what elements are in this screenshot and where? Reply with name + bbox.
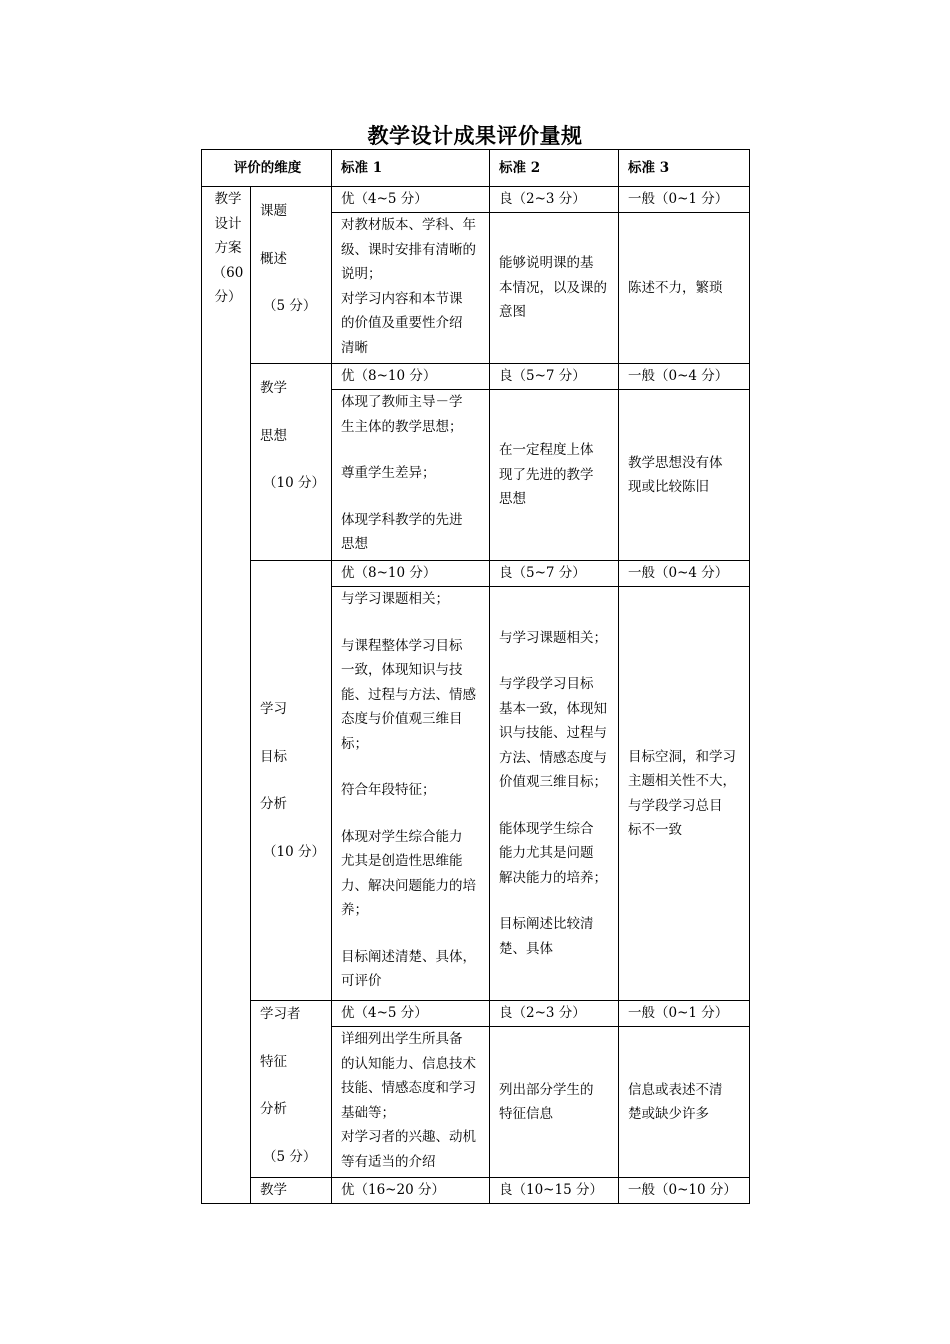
- criteria-line: 的认知能力、信息技术: [341, 1055, 476, 1072]
- criteria-line: 楚或缺少许多: [628, 1106, 709, 1122]
- criteria-line: 详细列出学生所具备: [341, 1031, 463, 1047]
- criteria-standard-2: [490, 587, 619, 1001]
- level-excellent: 优（8~10 分）: [332, 561, 490, 587]
- item-label-line: 学习者: [260, 1006, 301, 1022]
- header-standard-2: 标准 2: [490, 150, 619, 187]
- level-excellent: 优（16~20 分）: [332, 1178, 490, 1204]
- criteria-line: 思想: [499, 491, 526, 508]
- criteria-line: 技能、情感态度和学习: [341, 1080, 476, 1096]
- criteria-line: 对教材版本、学科、年: [341, 217, 476, 233]
- item-label-teaching: 教学: [251, 1178, 332, 1204]
- item-label-line: 教学: [260, 380, 287, 396]
- criteria-standard-1: [332, 1027, 490, 1178]
- item-label-learning-objectives: [251, 561, 332, 1001]
- criteria-standard-2: [490, 1027, 619, 1178]
- criteria-standard-3: [619, 390, 750, 561]
- item-label-line: 分析: [260, 1101, 287, 1117]
- item-label-line: 目标: [260, 748, 287, 765]
- item-label-line: （5 分）: [263, 1148, 317, 1165]
- criteria-line: 说明；: [341, 266, 382, 282]
- criteria-line: 体现对学生综合能力: [341, 828, 463, 845]
- criteria-line: 生主体的教学思想；: [341, 418, 463, 435]
- criteria-line: 的价值及重要性介绍: [341, 315, 463, 331]
- section-label-line: 分）: [214, 289, 242, 305]
- criteria-line: 与学习课题相关；: [499, 629, 607, 646]
- item-label-line: 概述: [260, 250, 287, 267]
- criteria-line: 标；: [341, 735, 368, 752]
- header-row: [202, 150, 750, 187]
- header-dimension: 评价的维度: [202, 150, 332, 187]
- criteria-line: 一致，体现知识与技: [341, 662, 463, 678]
- criteria-line: 楚、具体: [499, 940, 553, 957]
- criteria-line: 能够说明课的基: [499, 255, 594, 272]
- level-good: 良（2~3 分）: [490, 187, 619, 213]
- criteria-line: 级、课时安排有清晰的: [341, 241, 476, 258]
- criteria-line: 体现了教师主导－学: [341, 394, 463, 410]
- criteria-standard-2: [490, 390, 619, 561]
- criteria-line: 陈述不力，繁琐: [628, 279, 723, 296]
- criteria-standard-2: [490, 213, 619, 364]
- criteria-line: 与学段学习总目: [628, 797, 723, 814]
- criteria-line: 等有适当的介绍: [341, 1153, 436, 1170]
- criteria-standard-3: [619, 1027, 750, 1178]
- criteria-line: 教学思想没有体: [628, 454, 723, 471]
- criteria-standard-1: [332, 213, 490, 364]
- criteria-line: 对学习者的兴趣、动机: [341, 1129, 476, 1145]
- criteria-line: 列出部分学生的: [499, 1081, 594, 1098]
- criteria-line: 目标空洞，和学习: [628, 748, 736, 765]
- criteria-line: 对学习内容和本节课: [341, 290, 463, 307]
- item-label-line: （10 分）: [263, 843, 325, 860]
- criteria-line: 识与技能、过程与: [499, 725, 607, 742]
- level-good: 良（2~3 分）: [490, 1001, 619, 1027]
- criteria-line: 基础等；: [341, 1104, 395, 1121]
- criteria-line: 思想: [341, 536, 368, 552]
- header-standard-1: 标准 1: [332, 150, 490, 187]
- criteria-line: 本情况，以及课的: [499, 279, 607, 296]
- criteria-line: 清晰: [341, 339, 368, 356]
- level-good: 良（5~7 分）: [490, 364, 619, 390]
- level-row: [202, 364, 750, 390]
- section-label-line: 设计: [214, 215, 242, 232]
- criteria-line: 目标阐述清楚、具体，: [341, 948, 476, 965]
- criteria-line: 解决能力的培养；: [499, 869, 607, 886]
- level-row: [202, 561, 750, 587]
- item-label-line: 学习: [260, 701, 287, 717]
- criteria-standard-1: [332, 587, 490, 1001]
- criteria-line: 尊重学生差异；: [341, 465, 436, 481]
- level-fair: 一般（0~10 分）: [619, 1178, 750, 1204]
- criteria-standard-1: [332, 390, 490, 561]
- criteria-line: 可评价: [341, 973, 382, 989]
- level-fair: 一般（0~4 分）: [619, 561, 750, 587]
- item-label-line: 思想: [260, 427, 287, 444]
- section-label-line: 教学: [214, 191, 242, 207]
- criteria-line: 特征信息: [499, 1106, 553, 1122]
- criteria-line: 与学习课题相关；: [341, 591, 449, 607]
- rubric-table: [201, 149, 750, 1204]
- criteria-line: 意图: [499, 304, 526, 321]
- item-label-line: （5 分）: [263, 298, 317, 314]
- item-label-line: 特征: [260, 1053, 287, 1070]
- level-good: 良（5~7 分）: [490, 561, 619, 587]
- criteria-line: 在一定程度上体: [499, 442, 594, 459]
- criteria-line: 现或比较陈旧: [628, 479, 709, 495]
- item-label-teaching-philosophy: [251, 364, 332, 561]
- criteria-line: 尤其是创造性思维能: [341, 853, 463, 869]
- criteria-standard-3: [619, 587, 750, 1001]
- level-good: 良（10~15 分）: [490, 1178, 619, 1204]
- section-label: [202, 187, 251, 1204]
- level-fair: 一般（0~1 分）: [619, 187, 750, 213]
- criteria-line: 基本一致，体现知: [499, 700, 607, 717]
- criteria-line: 能、过程与方法、情感: [341, 686, 476, 703]
- criteria-line: 目标阐述比较清: [499, 916, 594, 933]
- level-excellent: 优（8~10 分）: [332, 364, 490, 390]
- criteria-line: 力、解决问题能力的培: [341, 877, 476, 894]
- criteria-line: 与课程整体学习目标: [341, 637, 463, 654]
- item-label-line: 课题: [260, 203, 287, 219]
- item-label-line: 分析: [260, 796, 287, 812]
- item-label-learner-characteristics: [251, 1001, 332, 1178]
- criteria-line: 能体现学生综合: [499, 820, 594, 837]
- level-fair: 一般（0~4 分）: [619, 364, 750, 390]
- level-row: [202, 187, 750, 213]
- criteria-line: 与学段学习目标: [499, 676, 594, 693]
- criteria-line: 态度与价值观三维目: [341, 711, 463, 727]
- page-title: 教学设计成果评价量规: [367, 123, 583, 148]
- level-excellent: 优（4~5 分）: [332, 187, 490, 213]
- criteria-line: 符合年段特征；: [341, 782, 436, 798]
- criteria-line: 现了先进的教学: [499, 466, 594, 483]
- criteria-standard-3: [619, 213, 750, 364]
- item-label-line: （10 分）: [263, 475, 325, 491]
- criteria-line: 标不一致: [628, 822, 682, 838]
- level-row: [202, 1178, 750, 1204]
- criteria-line: 价值观三维目标；: [499, 774, 607, 791]
- criteria-line: 养；: [341, 902, 368, 918]
- level-row: [202, 1001, 750, 1027]
- criteria-line: 能力尤其是问题: [499, 845, 594, 862]
- criteria-line: 信息或表述不清: [628, 1081, 723, 1098]
- criteria-line: 主题相关性不大，: [628, 773, 736, 789]
- header-standard-3: 标准 3: [619, 150, 750, 187]
- section-label-line: （60: [212, 264, 244, 281]
- section-label-line: 方案: [214, 240, 242, 256]
- criteria-line: 体现学科教学的先进: [341, 511, 463, 528]
- item-label-topic-overview: [251, 187, 332, 364]
- level-excellent: 优（4~5 分）: [332, 1001, 490, 1027]
- level-fair: 一般（0~1 分）: [619, 1001, 750, 1027]
- criteria-line: 方法、情感态度与: [499, 749, 607, 766]
